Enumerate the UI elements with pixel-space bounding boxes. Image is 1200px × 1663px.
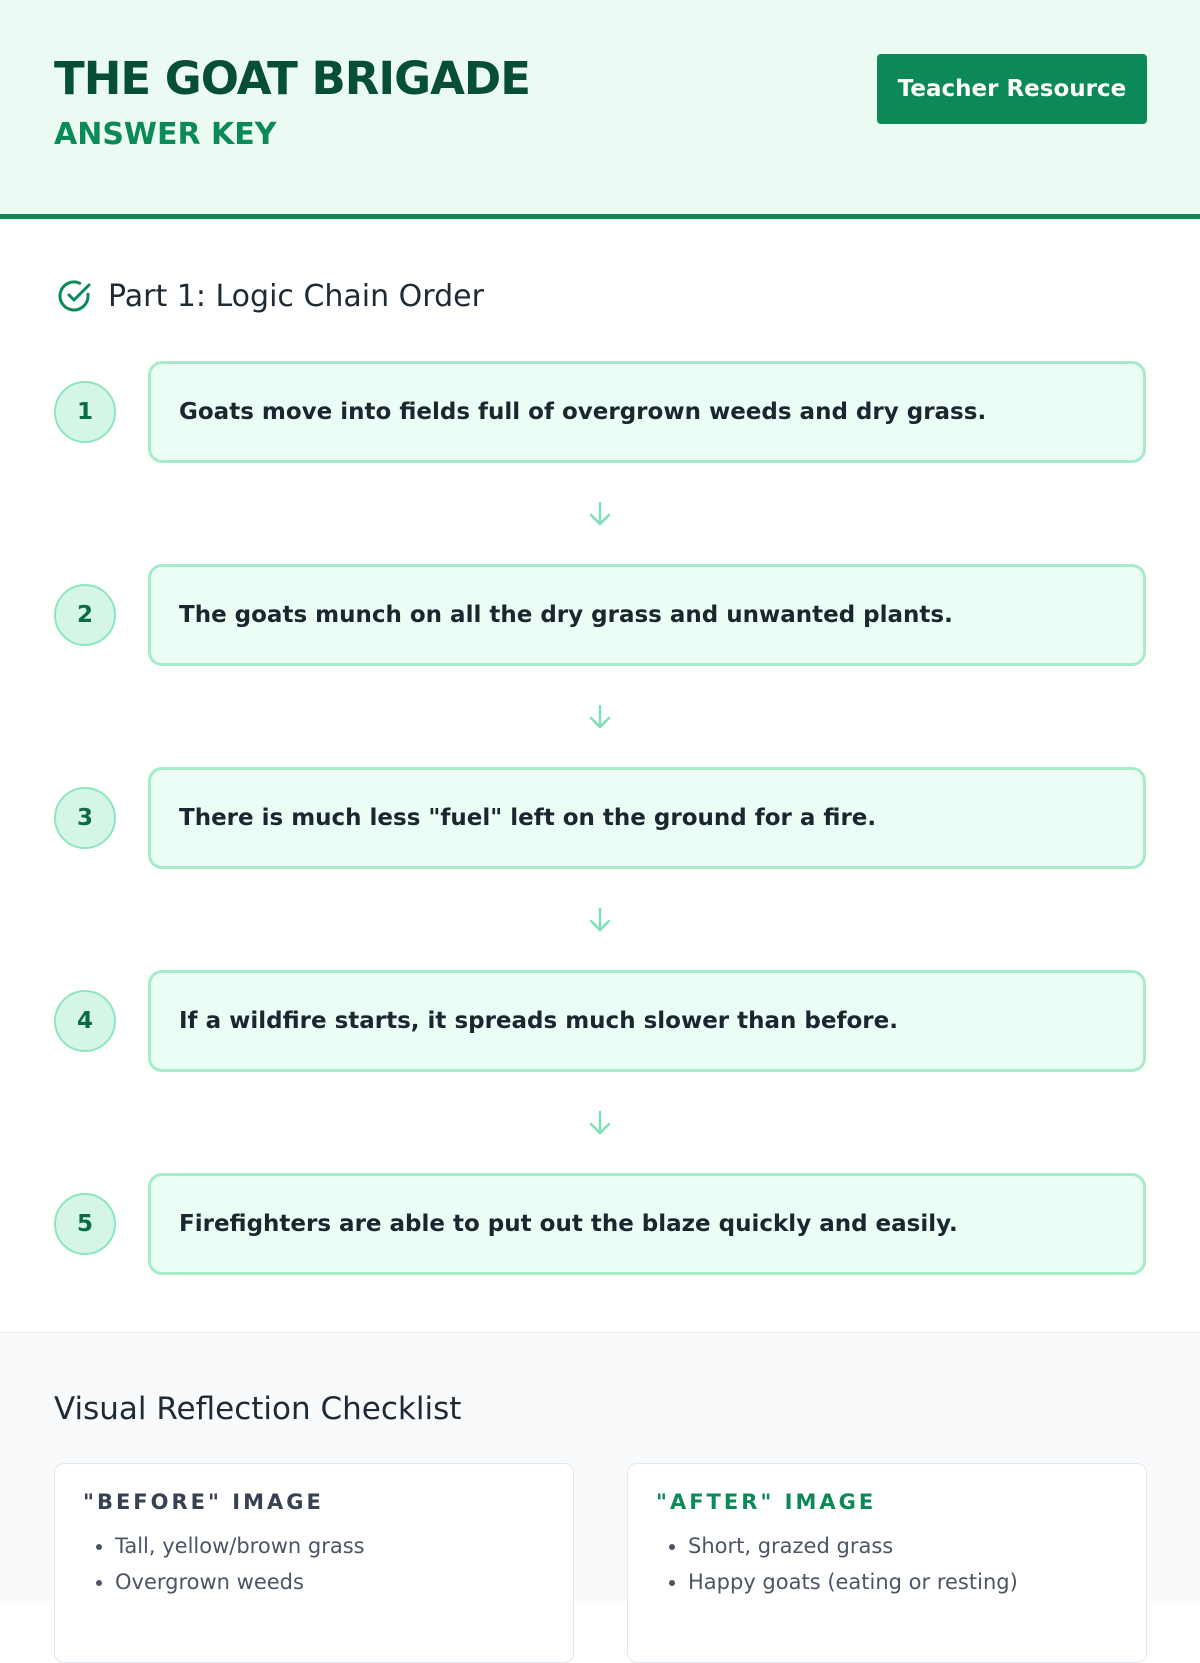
arrow-down-icon (588, 906, 612, 934)
teacher-resource-button[interactable]: Teacher Resource (877, 54, 1147, 124)
page-subtitle: ANSWER KEY (54, 117, 277, 152)
list-item: • Short, grazed grass (688, 1534, 1018, 1558)
list-item: • Overgrown weeds (115, 1570, 365, 1594)
list-item: • Tall, yellow/brown grass (115, 1534, 365, 1558)
step-card: If a wildfire starts, it spreads much slower than before. (148, 970, 1146, 1072)
part1-heading (54, 274, 484, 318)
check-circle-icon (54, 276, 94, 316)
step-number-badge: 5 (54, 1193, 116, 1255)
after-image-card (627, 1463, 1147, 1663)
list-item: • Happy goats (eating or resting) (688, 1570, 1018, 1594)
step-card: The goats munch on all the dry grass and unwanted plants. (148, 564, 1146, 666)
page-title: THE GOAT BRIGADE (54, 52, 530, 105)
arrow-down-icon (588, 1109, 612, 1137)
step-card: There is much less "fuel" left on the ground for a fire. (148, 767, 1146, 869)
part1-heading-label: Part 1: Logic Chain Order (108, 278, 484, 314)
page-header (0, 0, 1200, 219)
before-checklist (83, 1534, 365, 1606)
step-number-badge: 4 (54, 990, 116, 1052)
after-card-title: "AFTER" IMAGE (656, 1490, 877, 1514)
arrow-down-icon (588, 703, 612, 731)
step-card: Firefighters are able to put out the blaze quickly and easily. (148, 1173, 1146, 1275)
after-checklist (656, 1534, 1018, 1606)
step-card: Goats move into fields full of overgrown weeds and dry grass. (148, 361, 1146, 463)
step-number-badge: 2 (54, 584, 116, 646)
arrow-down-icon (588, 500, 612, 528)
reflection-section (0, 1332, 1200, 1601)
step-number-badge: 3 (54, 787, 116, 849)
before-image-card (54, 1463, 574, 1663)
reflection-title: Visual Reflection Checklist (54, 1391, 462, 1427)
before-card-title: "BEFORE" IMAGE (83, 1490, 324, 1514)
step-number-badge: 1 (54, 381, 116, 443)
